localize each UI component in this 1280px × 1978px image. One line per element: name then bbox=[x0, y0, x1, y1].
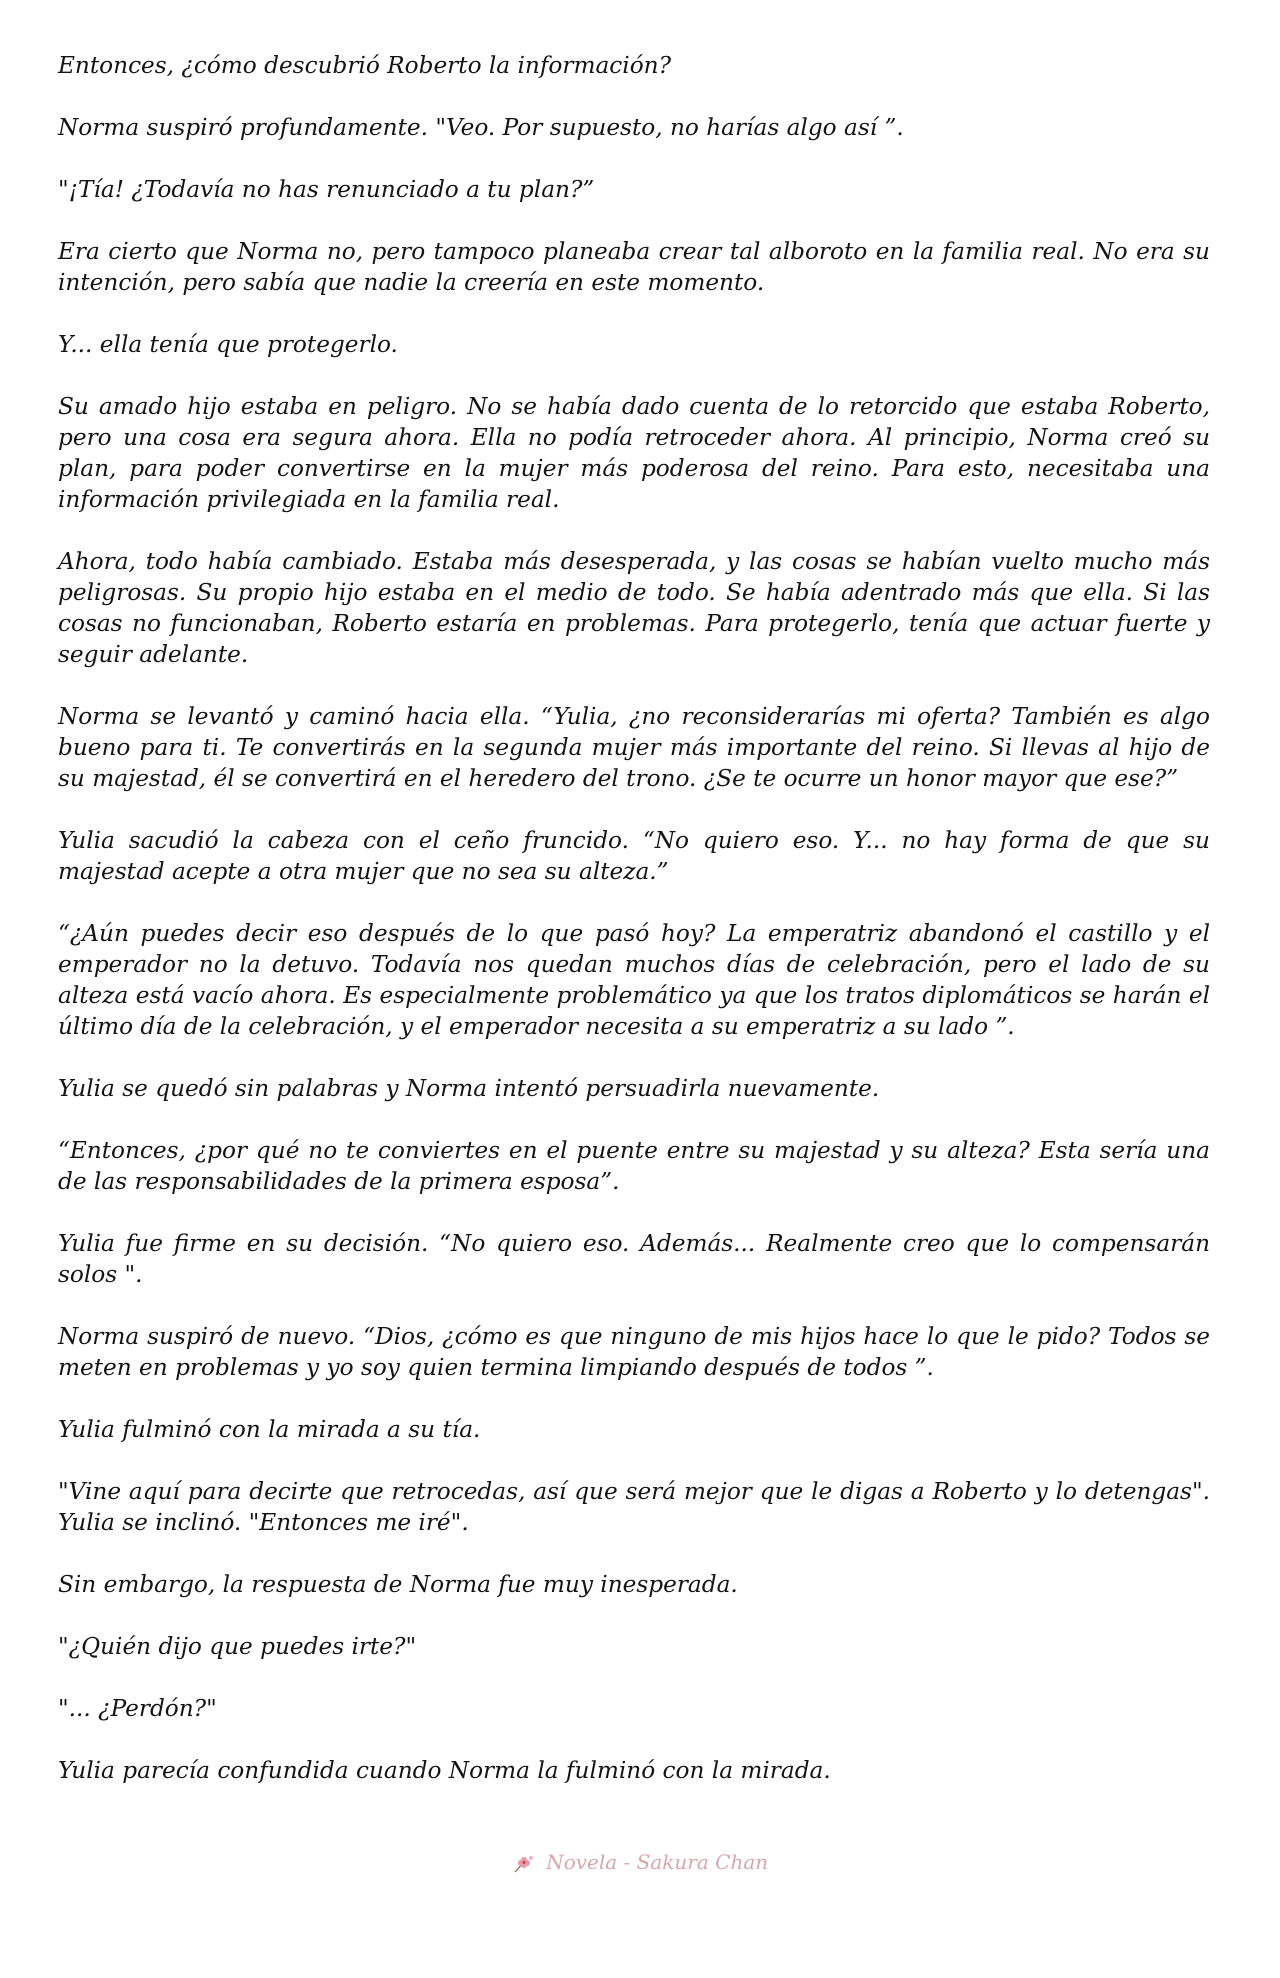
paragraph-7: Ahora, todo había cambiado. Estaba más desesperada, y las cosas se habían vuelto mucho más peligrosas. Su propio hijo estaba en el medio de todo. Se había adentrado más que ella. Si las cosas no funcionaban, Roberto estaría en problemas. Para protegerlo, tenía que actuar fuerte y seguir adelante. bbox=[58, 548, 1210, 668]
paragraph-19: "... ¿Perdón?" bbox=[58, 1695, 217, 1722]
paragraph-13: Yulia fue firme en su decisión. “No quiero eso. Además... Realmente creo que lo compensarán solos ". bbox=[58, 1230, 1210, 1288]
paragraph-11: Yulia se quedó sin palabras y Norma intentó persuadirla nuevamente. bbox=[58, 1075, 880, 1102]
paragraph-14: Norma suspiró de nuevo. “Dios, ¿cómo es que ninguno de mis hijos hace lo que le pido? Todos se meten en problemas y yo soy quien termina limpiando después de todos ”. bbox=[58, 1323, 1210, 1381]
paragraph-2: Norma suspiró profundamente. "Veo. Por supuesto, no harías algo así ”. bbox=[58, 114, 904, 141]
paragraph-6: Su amado hijo estaba en peligro. No se había dado cuenta de lo retorcido que estaba Roberto, pero una cosa era segura ahora. Ella no podía retroceder ahora. Al principio, Norma creó su plan, para poder convertirse en la mujer más poderosa del reino. Para esto, necesitaba una información privilegiada en la familia real. bbox=[58, 393, 1210, 513]
paragraph-1: Entonces, ¿cómo descubrió Roberto la información? bbox=[58, 52, 672, 79]
paragraph-8: Norma se levantó y caminó hacia ella. “Yulia, ¿no reconsiderarías mi oferta? También es algo bueno para ti. Te convertirás en la segunda mujer más importante del reino. Si llevas al hijo de su majestad, él se convertirá en el heredero del trono. ¿Se te ocurre un honor mayor que ese?” bbox=[58, 703, 1210, 792]
paragraph-3: "¡Tía! ¿Todavía no has renunciado a tu plan?” bbox=[58, 176, 595, 203]
novel-page bbox=[58, 50, 1210, 1817]
paragraph-17: Sin embargo, la respuesta de Norma fue muy inesperada. bbox=[58, 1571, 738, 1598]
paragraph-9: Yulia sacudió la cabeza con el ceño fruncido. “No quiero eso. Y... no hay forma de que su majestad acepte a otra mujer que no sea su alteza.” bbox=[58, 827, 1210, 885]
watermark-text: Novela - Sakura Chan bbox=[546, 1850, 769, 1874]
paragraph-10: “¿Aún puedes decir eso después de lo que pasó hoy? La emperatriz abandonó el castillo y el emperador no la detuvo. Todavía nos quedan muchos días de celebración, pero el lado de su alteza está vacío ahora. Es especialmente problemático ya que los tratos diplomáticos se harán el último día de la celebración, y el emperador necesita a su emperatriz a su lado ”. bbox=[58, 920, 1210, 1040]
paragraph-15: Yulia fulminó con la mirada a su tía. bbox=[58, 1416, 481, 1443]
paragraph-16: "Vine aquí para decirte que retrocedas, así que será mejor que le digas a Roberto y lo detengas". Yulia se inclinó. "Entonces me iré". bbox=[58, 1478, 1210, 1536]
paragraph-5: Y... ella tenía que protegerlo. bbox=[58, 331, 398, 358]
paragraph-4: Era cierto que Norma no, pero tampoco planeaba crear tal alboroto en la familia real. No era su intención, pero sabía que nadie la creería en este momento. bbox=[58, 238, 1210, 296]
cherry-blossom-icon bbox=[512, 1854, 536, 1874]
watermark bbox=[0, 1850, 1280, 1874]
paragraph-12: “Entonces, ¿por qué no te conviertes en el puente entre su majestad y su alteza? Esta sería una de las responsabilidades de la primera esposa”. bbox=[58, 1137, 1210, 1195]
paragraph-20: Yulia parecía confundida cuando Norma la fulminó con la mirada. bbox=[58, 1757, 831, 1784]
paragraph-18: "¿Quién dijo que puedes irte?" bbox=[58, 1633, 417, 1660]
